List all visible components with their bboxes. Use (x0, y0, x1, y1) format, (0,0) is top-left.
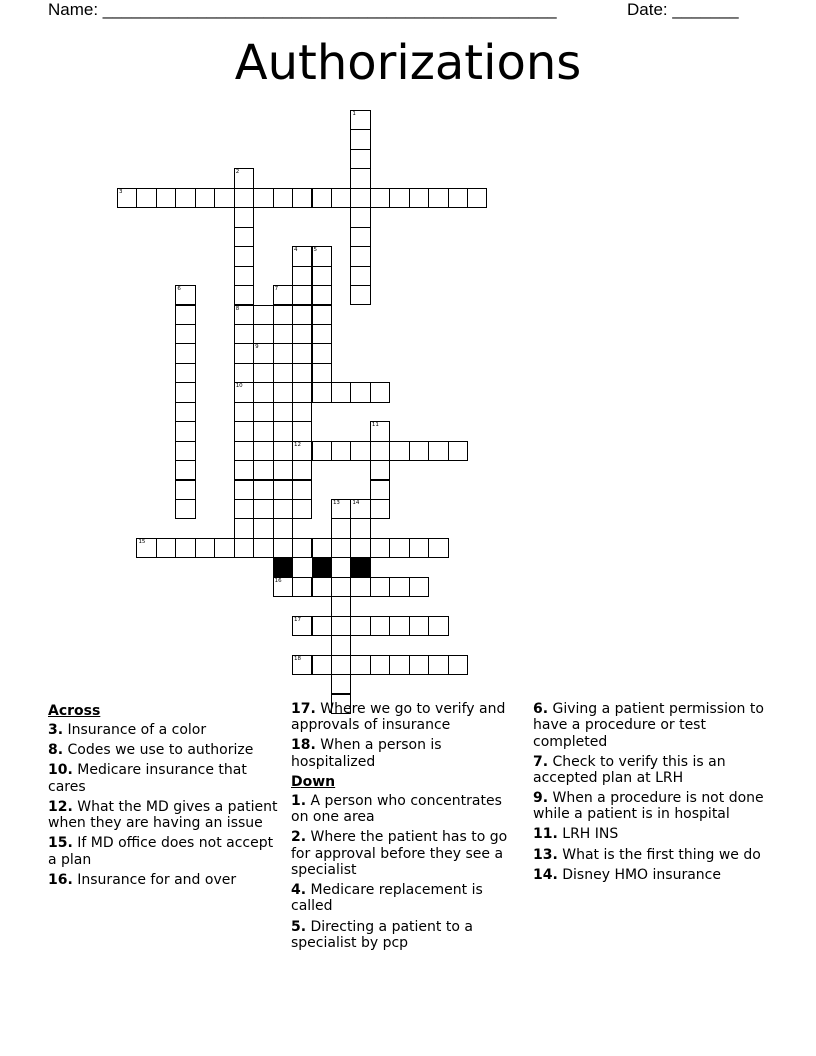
crossword-cell[interactable] (409, 188, 429, 208)
crossword-cell[interactable] (234, 343, 254, 363)
crossword-cell[interactable] (175, 538, 195, 558)
crossword-cell[interactable] (136, 188, 156, 208)
crossword-cell[interactable] (312, 382, 332, 402)
crossword-cell[interactable] (350, 577, 370, 597)
crossword-cell[interactable] (350, 149, 370, 169)
crossword-cell[interactable] (234, 402, 254, 422)
crossword-cell[interactable] (175, 363, 195, 383)
crossword-cell[interactable] (175, 421, 195, 441)
crossword-cell[interactable] (370, 655, 390, 675)
crossword-cell[interactable] (273, 460, 293, 480)
clue-down-4: 4. Medicare replacement is called (291, 882, 483, 915)
crossword-cell[interactable] (175, 499, 195, 519)
crossword-cell[interactable] (350, 188, 370, 208)
crossword-cell[interactable] (292, 343, 312, 363)
crossword-cell[interactable] (292, 382, 312, 402)
crossword-cell[interactable] (234, 441, 254, 461)
crossword-cell[interactable] (273, 305, 293, 325)
crossword-cell[interactable] (273, 382, 293, 402)
clue-across-17: 17. Where we go to verify and approvals of insurance (291, 701, 506, 734)
crossword-cell[interactable] (292, 655, 312, 675)
crossword-cell[interactable] (448, 655, 468, 675)
crossword-cell[interactable] (350, 616, 370, 636)
crossword-cell[interactable] (234, 499, 254, 519)
crossword-cell[interactable] (409, 616, 429, 636)
clue-down-1: 1. A person who concentrates on one area (291, 793, 502, 826)
crossword-cell[interactable] (428, 655, 448, 675)
crossword-cell[interactable] (234, 285, 254, 305)
crossword-cell[interactable] (292, 402, 312, 422)
crossword-cell[interactable] (292, 441, 312, 461)
crossword-cell[interactable] (312, 188, 332, 208)
crossword-cell[interactable] (234, 460, 254, 480)
crossword-cell[interactable] (175, 480, 195, 500)
crossword-cell[interactable] (175, 343, 195, 363)
crossword-cell[interactable] (292, 285, 312, 305)
crossword-cell[interactable] (350, 266, 370, 286)
name-field-label: Name: ________________________________________________ (48, 0, 557, 19)
crossword-cell[interactable] (350, 246, 370, 266)
crossword-cell[interactable] (389, 655, 409, 675)
crossword-cell[interactable] (331, 674, 351, 694)
crossword-cell[interactable] (448, 188, 468, 208)
clues-column-1 (48, 701, 280, 892)
crossword-cell[interactable] (273, 480, 293, 500)
crossword-cell[interactable] (292, 460, 312, 480)
clue-down-9: 9. When a procedure is not done while a patient is in hospital (533, 790, 764, 823)
clue-number-label: 14 (352, 500, 360, 506)
crossword-black-cell (312, 557, 332, 577)
crossword-cell[interactable] (253, 402, 273, 422)
crossword-cell[interactable] (370, 441, 390, 461)
clue-number-label: 16 (274, 577, 282, 584)
crossword-cell[interactable] (273, 421, 293, 441)
crossword-cell[interactable] (234, 421, 254, 441)
crossword-cell[interactable] (234, 363, 254, 383)
clue-down-7: 7. Check to verify this is an accepted plan at LRH (533, 753, 726, 786)
clue-across-18: 18. When a person is hospitalized (291, 737, 442, 770)
crossword-cell[interactable] (175, 382, 195, 402)
crossword-cell[interactable] (234, 480, 254, 500)
crossword-cell[interactable] (312, 343, 332, 363)
crossword-cell[interactable] (292, 421, 312, 441)
clue-number-label: 6 (177, 286, 181, 293)
clue-number-label: 2 (235, 169, 240, 176)
crossword-cell[interactable] (273, 577, 293, 597)
crossword-cell[interactable] (312, 285, 332, 305)
crossword-cell[interactable] (312, 324, 332, 344)
crossword-cell[interactable] (389, 538, 409, 558)
crossword-cell[interactable] (467, 188, 487, 208)
crossword-cell[interactable] (273, 343, 293, 363)
clue-down-6: 6. Giving a patient permission to have a procedure or test completed (533, 701, 764, 750)
crossword-cell[interactable] (292, 188, 312, 208)
crossword-cell[interactable] (350, 110, 370, 130)
crossword-cell[interactable] (312, 655, 332, 675)
crossword-cell[interactable] (253, 480, 273, 500)
crossword-cell[interactable] (175, 188, 195, 208)
crossword-cell[interactable] (234, 518, 254, 538)
clue-down-14: 14. Disney HMO insurance (533, 866, 721, 883)
crossword-cell[interactable] (156, 538, 176, 558)
crossword-cell[interactable] (350, 499, 370, 519)
crossword-cell[interactable] (175, 460, 195, 480)
crossword-black-cell (273, 557, 293, 577)
crossword-cell[interactable] (234, 227, 254, 247)
clue-number-label: 18 (294, 655, 302, 662)
crossword-cell[interactable] (253, 499, 273, 519)
crossword-cell[interactable] (234, 538, 254, 558)
clue-number-label: 15 (138, 538, 146, 545)
crossword-cell[interactable] (331, 499, 351, 519)
crossword-cell[interactable] (195, 188, 215, 208)
clue-number-label: 9 (255, 344, 259, 351)
crossword-cell[interactable] (409, 577, 429, 597)
crossword-cell[interactable] (273, 402, 293, 422)
crossword-cell[interactable] (350, 441, 370, 461)
crossword-cell[interactable] (214, 188, 234, 208)
crossword-cell[interactable] (409, 655, 429, 675)
crossword-cell[interactable] (234, 188, 254, 208)
clue-down-13: 13. What is the first thing we do (533, 846, 761, 863)
crossword-cell[interactable] (331, 616, 351, 636)
crossword-cell[interactable] (428, 441, 448, 461)
crossword-cell[interactable] (389, 441, 409, 461)
crossword-cell[interactable] (331, 557, 351, 577)
crossword-cell[interactable] (195, 538, 215, 558)
crossword-cell[interactable] (273, 441, 293, 461)
clue-number-label: 7 (274, 286, 279, 293)
crossword-cell[interactable] (350, 538, 370, 558)
across-heading: Across (48, 703, 101, 719)
crossword-cell[interactable] (331, 538, 351, 558)
crossword-cell[interactable] (292, 616, 312, 636)
crossword-cell[interactable] (331, 655, 351, 675)
crossword-cell[interactable] (175, 285, 195, 305)
clue-across-16: 16. Insurance for and over (48, 871, 237, 888)
clue-number-label: 1 (352, 111, 356, 117)
crossword-cell[interactable] (370, 188, 390, 208)
date-field-label: Date: _______ (627, 0, 739, 19)
crossword-cell[interactable] (273, 499, 293, 519)
crossword-cell[interactable] (389, 188, 409, 208)
clue-down-11: 11. LRH INS (533, 826, 619, 843)
crossword-cell[interactable] (350, 129, 370, 149)
crossword-cell[interactable] (292, 246, 312, 266)
crossword-cell[interactable] (331, 635, 351, 655)
crossword-cell[interactable] (409, 538, 429, 558)
clue-number-label: 13 (332, 500, 340, 506)
crossword-cell[interactable] (292, 577, 312, 597)
crossword-cell[interactable] (234, 266, 254, 286)
crossword-cell[interactable] (350, 382, 370, 402)
crossword-cell[interactable] (370, 421, 390, 441)
crossword-cell[interactable] (292, 324, 312, 344)
crossword-cell[interactable] (253, 382, 273, 402)
crossword-cell[interactable] (331, 518, 351, 538)
crossword-cell[interactable] (350, 168, 370, 188)
page-title: Authorizations (234, 35, 582, 91)
crossword-cell[interactable] (370, 538, 390, 558)
clue-across-10: 10. Medicare insurance that cares (48, 762, 247, 795)
crossword-cell[interactable] (234, 382, 254, 402)
crossword-cell[interactable] (428, 538, 448, 558)
crossword-cell[interactable] (234, 324, 254, 344)
clue-number-label: 8 (235, 305, 240, 312)
crossword-cell[interactable] (234, 246, 254, 266)
crossword-cell[interactable] (253, 305, 273, 325)
crossword-cell[interactable] (389, 616, 409, 636)
crossword-cell[interactable] (350, 518, 370, 538)
crossword-cell[interactable] (234, 207, 254, 227)
crossword-cell[interactable] (448, 441, 468, 461)
crossword-cell[interactable] (292, 305, 312, 325)
crossword-cell[interactable] (253, 441, 273, 461)
crossword-cell[interactable] (331, 441, 351, 461)
crossword-cell[interactable] (175, 441, 195, 461)
clue-number-label: 3 (119, 188, 123, 195)
clue-across-12: 12. What the MD gives a patient when they are having an issue (48, 798, 278, 832)
crossword-cell[interactable] (253, 363, 273, 383)
clue-number-label: 11 (371, 422, 379, 429)
crossword-black-cell (350, 557, 370, 577)
crossword-cell[interactable] (175, 402, 195, 422)
crossword-cell[interactable] (312, 363, 332, 383)
crossword-cell[interactable] (312, 266, 332, 286)
crossword-cell[interactable] (350, 285, 370, 305)
clue-across-15: 15. If MD office does not accept a plan (48, 835, 274, 868)
crossword-cell[interactable] (175, 305, 195, 325)
crossword-cell[interactable] (312, 246, 332, 266)
clue-number-label: 10 (235, 383, 243, 390)
clue-across-8: 8. Codes we use to authorize (48, 742, 254, 759)
crossword-cell[interactable] (273, 518, 293, 538)
crossword-cell[interactable] (292, 538, 312, 558)
clue-number-label: 17 (294, 616, 302, 623)
clue-number-label: 5 (313, 247, 317, 254)
crossword-cell[interactable] (253, 343, 273, 363)
crossword-cell[interactable] (273, 324, 293, 344)
crossword-cell[interactable] (370, 499, 390, 519)
crossword-cell[interactable] (312, 305, 332, 325)
crossword-cell[interactable] (136, 538, 156, 558)
crossword-cell[interactable] (428, 616, 448, 636)
crossword-cell[interactable] (331, 577, 351, 597)
clues-column-3 (533, 701, 765, 887)
clue-number-label: 12 (294, 441, 302, 448)
crossword-cell[interactable] (370, 460, 390, 480)
crossword-cell[interactable] (370, 577, 390, 597)
crossword-cell[interactable] (370, 616, 390, 636)
crossword-cell[interactable] (234, 168, 254, 188)
crossword-cell[interactable] (350, 655, 370, 675)
clue-number-label: 4 (294, 247, 298, 254)
crossword-cell[interactable] (292, 480, 312, 500)
crossword-cell[interactable] (331, 188, 351, 208)
crossword-cell[interactable] (292, 266, 312, 286)
crossword-cell[interactable] (253, 460, 273, 480)
crossword-cell[interactable] (273, 188, 293, 208)
crossword-cell[interactable] (312, 616, 332, 636)
crossword-cell[interactable] (273, 363, 293, 383)
crossword-cell[interactable] (117, 188, 137, 208)
crossword-cell[interactable] (156, 188, 176, 208)
crossword-cell[interactable] (273, 285, 293, 305)
crossword-cell[interactable] (389, 577, 409, 597)
crossword-cell[interactable] (253, 188, 273, 208)
crossword-cell[interactable] (370, 382, 390, 402)
crossword-cell[interactable] (273, 538, 293, 558)
crossword-cell[interactable] (253, 538, 273, 558)
crossword-cell[interactable] (214, 538, 234, 558)
clue-down-2: 2. Where the patient has to go for approval before they see a specialist (291, 829, 508, 879)
crossword-cell[interactable] (253, 421, 273, 441)
crossword-cell[interactable] (409, 441, 429, 461)
crossword-cell[interactable] (312, 441, 332, 461)
clue-across-3: 3. Insurance of a color (48, 722, 207, 739)
clue-down-5: 5. Directing a patient to a specialist by pcp (291, 918, 473, 951)
crossword-cell[interactable] (428, 188, 448, 208)
clues-column-2 (291, 701, 523, 955)
crossword-cell[interactable] (292, 363, 312, 383)
crossword-cell[interactable] (312, 538, 332, 558)
crossword-cell[interactable] (312, 577, 332, 597)
down-heading: Down (291, 773, 336, 790)
crossword-cell[interactable] (350, 227, 370, 247)
crossword-cell[interactable] (234, 305, 254, 325)
crossword-cell[interactable] (175, 324, 195, 344)
crossword-cell[interactable] (292, 499, 312, 519)
crossword-cell[interactable] (331, 382, 351, 402)
crossword-cell[interactable] (331, 596, 351, 616)
crossword-cell[interactable] (370, 480, 390, 500)
crossword-cell[interactable] (350, 207, 370, 227)
